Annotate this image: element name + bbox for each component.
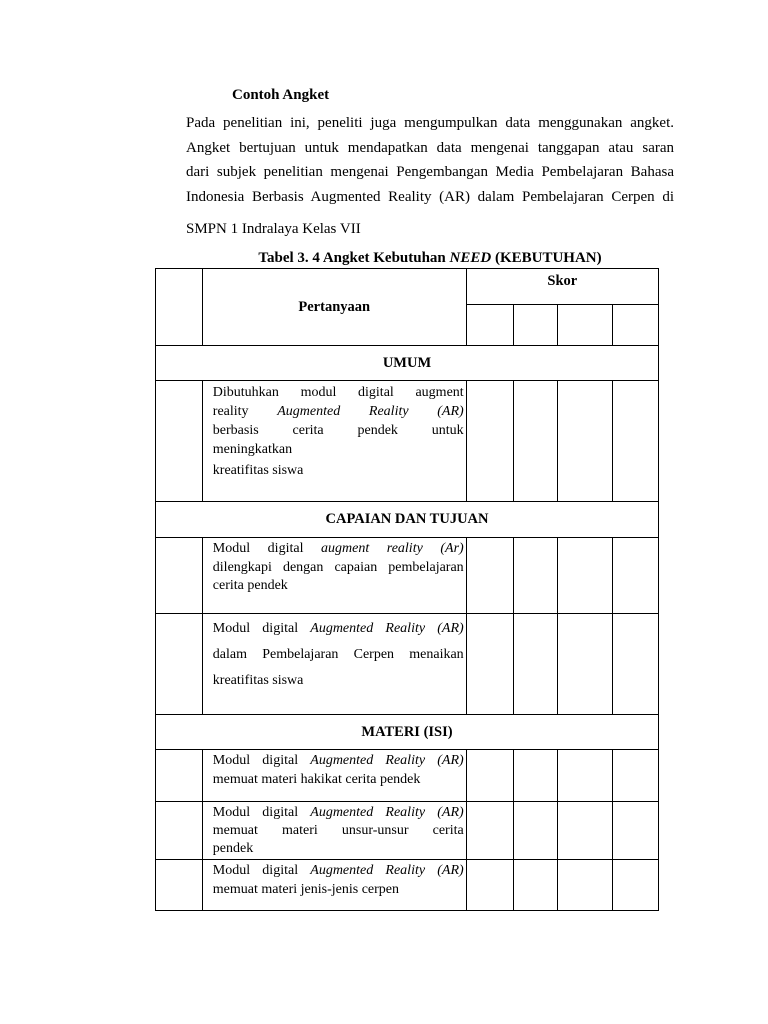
score-cell xyxy=(466,802,513,860)
score-cell xyxy=(513,614,558,715)
table-caption: Tabel 3. 4 Angket Kebutuhan NEED (KEBUTUHAN) xyxy=(258,250,602,266)
question-cell: Dibutuhkan modul digital augment reality Augmented Reality (AR) berbasis cerita pendek untuk meningkatkan kreatifitas siswa xyxy=(202,381,466,502)
section-row-capaian: CAPAIAN DAN TUJUAN xyxy=(156,502,659,538)
score-cell xyxy=(466,614,513,715)
score-cell xyxy=(613,381,659,502)
paragraph-line: Indonesia Berbasis Augmented Reality (AR) dalam Pembelajaran Cerpen di xyxy=(186,188,674,205)
question-header: Pertanyaan xyxy=(202,269,466,346)
question-cell: Modul digital Augmented Reality (AR) memuat materi hakikat cerita pendek xyxy=(202,750,466,802)
score-cell xyxy=(513,750,558,802)
score-cell xyxy=(558,750,613,802)
number-cell xyxy=(156,538,203,614)
question-cell: Modul digital Augmented Reality (AR) memuat materi unsur-unsur cerita pendek xyxy=(202,802,466,860)
score-cell xyxy=(513,802,558,860)
number-cell xyxy=(156,614,203,715)
score-cell xyxy=(513,860,558,911)
number-header-cell xyxy=(156,269,203,346)
question-cell: Modul digital Augmented Reality (AR) dalam Pembelajaran Cerpen menaikan kreatifitas siswa xyxy=(202,614,466,715)
section-heading: Contoh Angket xyxy=(232,87,330,103)
number-cell xyxy=(156,381,203,502)
score-cell xyxy=(466,381,513,502)
score-cell xyxy=(558,538,613,614)
section-row-materi: MATERI (ISI) xyxy=(156,715,659,750)
intro-paragraph xyxy=(186,111,674,209)
score-cell xyxy=(613,305,659,346)
score-cell xyxy=(513,538,558,614)
paragraph-line: Pada penelitian ini, peneliti juga mengumpulkan data menggunakan angket. xyxy=(186,115,674,131)
score-cell xyxy=(466,750,513,802)
question-cell: Modul digital Augmented Reality (AR) memuat materi jenis-jenis cerpen xyxy=(202,860,466,911)
score-cell xyxy=(558,860,613,911)
score-cell xyxy=(613,614,659,715)
questionnaire-table xyxy=(155,268,659,911)
score-cell xyxy=(558,381,613,502)
score-cell xyxy=(613,802,659,860)
number-cell xyxy=(156,802,203,860)
number-cell xyxy=(156,860,203,911)
score-cell xyxy=(613,750,659,802)
score-cell xyxy=(513,381,558,502)
number-cell xyxy=(156,750,203,802)
score-cell xyxy=(466,305,513,346)
score-cell xyxy=(466,538,513,614)
score-cell xyxy=(613,860,659,911)
score-cell xyxy=(613,538,659,614)
paragraph-line: Angket bertujuan untuk mendapatkan data mengenai tanggapan atau saran xyxy=(186,139,674,156)
score-header: Skor xyxy=(466,269,658,305)
question-cell: Modul digital augment reality (Ar) dilengkapi dengan capaian pembelajaran cerita pendek xyxy=(202,538,466,614)
score-cell xyxy=(466,860,513,911)
score-cell xyxy=(558,802,613,860)
paragraph-end: SMPN 1 Indralaya Kelas VII xyxy=(186,221,361,237)
score-cell xyxy=(513,305,558,346)
paragraph-line: dari subjek penelitian mengenai Pengembangan Media Pembelajaran Bahasa xyxy=(186,164,674,180)
section-row-umum: UMUM xyxy=(156,346,659,381)
score-cell xyxy=(558,305,613,346)
score-cell xyxy=(558,614,613,715)
